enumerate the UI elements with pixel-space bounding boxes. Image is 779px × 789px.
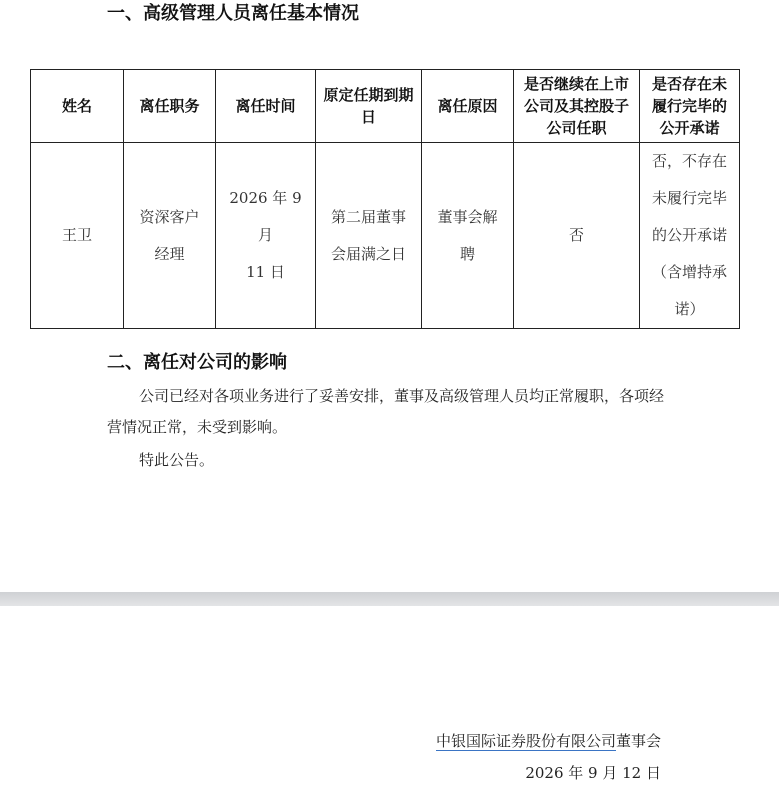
cell-commitment-line: 的公开承诺 bbox=[651, 226, 727, 244]
table-row bbox=[31, 143, 740, 329]
cell-term-line: 会届满之日 bbox=[330, 244, 406, 263]
cell-continue-employment: 否 bbox=[514, 143, 640, 329]
cell-date-line: 11 日 bbox=[246, 263, 285, 281]
signature-date: 2026 年 9 月 12 日 bbox=[525, 764, 661, 782]
cell-commitment-line: 诺） bbox=[674, 300, 705, 318]
table-header-row bbox=[31, 70, 740, 143]
cell-term-end bbox=[316, 143, 422, 329]
page-separator bbox=[0, 592, 779, 606]
cell-position-line: 资深客户 bbox=[139, 207, 200, 226]
header-name: 姓名 bbox=[31, 70, 124, 143]
cell-reason-line: 董事会解 bbox=[437, 207, 498, 226]
header-unfulfilled-commitments: 是否存在未履行完毕的公开承诺 bbox=[640, 70, 740, 143]
cell-name: 王卫 bbox=[31, 143, 124, 329]
cell-position-line: 经理 bbox=[154, 244, 185, 263]
cell-term-line: 第二届董事 bbox=[330, 207, 406, 226]
impact-paragraph: 公司已经对各项业务进行了妥善安排，董事及高级管理人员均正常履职，各项经营情况正常，未受到影响。 bbox=[107, 387, 665, 436]
document-page-2 bbox=[0, 606, 779, 789]
header-continue-employment: 是否继续在上市公司及其控股子公司任职 bbox=[514, 70, 640, 143]
section-1-heading: 一、高级管理人员离任基本情况 bbox=[107, 3, 359, 24]
header-departure-date: 离任时间 bbox=[216, 70, 316, 143]
cell-commitment-line: 否，不存在 bbox=[651, 152, 727, 170]
header-reason: 离任原因 bbox=[422, 70, 514, 143]
cell-position bbox=[124, 143, 216, 329]
cell-date-line: 2026 年 9 月 bbox=[229, 189, 302, 244]
header-position: 离任职务 bbox=[124, 70, 216, 143]
cell-departure-date bbox=[216, 143, 316, 329]
board-suffix: 董事会 bbox=[615, 732, 661, 750]
signature-company-line bbox=[436, 730, 661, 752]
cell-commitment-line: （含增持承 bbox=[651, 263, 727, 281]
departure-info-table bbox=[30, 69, 740, 329]
header-term-end: 原定任期到期日 bbox=[316, 70, 422, 143]
cell-commitment-line: 未履行完毕 bbox=[651, 189, 727, 207]
closing-paragraph: 特此公告。 bbox=[139, 451, 215, 469]
cell-reason bbox=[422, 143, 514, 329]
cell-reason-line: 聘 bbox=[459, 244, 475, 263]
section-2-heading: 二、离任对公司的影响 bbox=[107, 352, 287, 373]
cell-commitments bbox=[640, 143, 740, 329]
company-name: 中银国际证券股份有限公司 bbox=[435, 732, 616, 750]
